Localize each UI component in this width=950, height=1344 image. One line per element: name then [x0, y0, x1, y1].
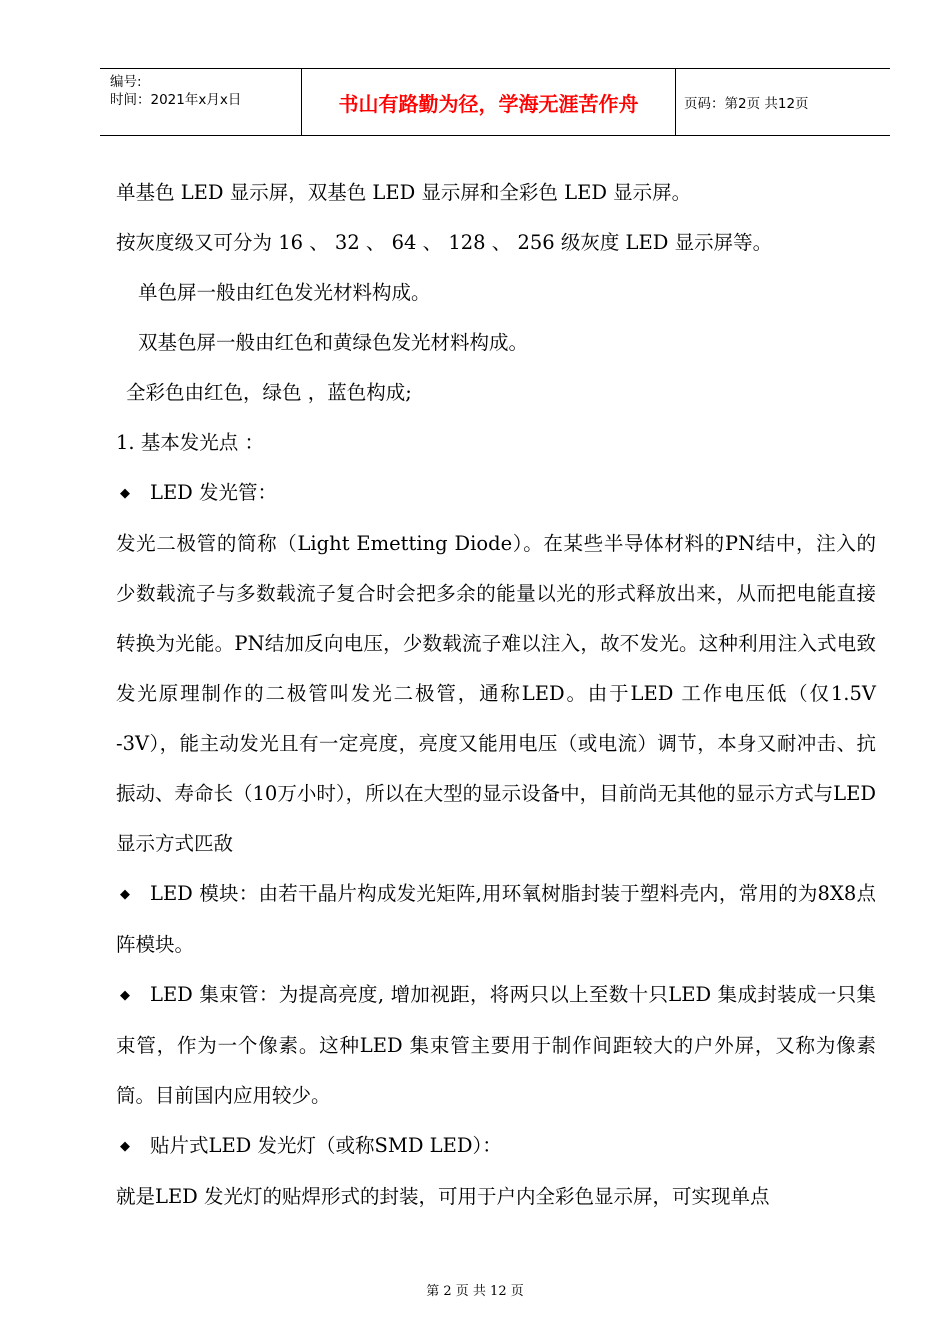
bullet-icon: ◆: [120, 486, 130, 501]
led-module-text: LED 模块：由若干晶片构成发光矩阵,用环氧树脂封装于塑料壳内，常用的为8X8点阵模块。: [116, 882, 876, 956]
header-meta-cell: [100, 69, 302, 135]
led-tube-heading: [116, 468, 876, 519]
bullet-icon: ◆: [120, 887, 130, 902]
header-page-cell: [676, 69, 890, 135]
bullet-icon: ◆: [120, 988, 130, 1003]
page-header: [100, 68, 890, 136]
led-module-paragraph: [116, 869, 876, 970]
paragraph-gray-levels: 按灰度级又可分为 16 、 32 、 64 、 128 、 256 级灰度 LED 显示屏等。: [116, 231, 773, 254]
led-tube-paragraph: 发光二极管的简称（Light Emetting Diode）。在某些半导体材料的PN结中，注入的少数载流子与多数载流子复合时会把多余的能量以光的形式释放出来，从而把电能直接转换为光能。PN结加反向电压，少数载流子难以注入，故不发光。这种利用注入式电致发光原理制作的二极管叫发光二极管，通称LED。由于LED 工作电压低（仅1.5V -3V），能主动发光且有一定亮度，亮度又能用电压（或电流）调节，本身又耐冲击、抗振动、寿命长（10万小时），所以在大型的显示设备中，目前尚无其他的显示方式与LED 显示方式匹敌: [116, 532, 876, 855]
header-page-info: 页码：第2页 共12页: [684, 96, 809, 112]
smd-heading: [116, 1121, 876, 1172]
led-tube-heading-text: LED 发光管：: [150, 481, 278, 504]
footer-page-number: 第 2 页 共 12 页: [426, 1284, 524, 1299]
motto-text: 书山有路勤为径，学海无涯苦作舟: [338, 91, 639, 116]
smd-heading-text: 贴片式LED 发光灯（或称SMD LED）：: [150, 1134, 502, 1157]
section-heading-basic-pixel: 1. 基本发光点 ：: [116, 431, 265, 454]
paragraph-display-types: 单基色 LED 显示屏，双基色 LED 显示屏和全彩色 LED 显示屏。: [116, 181, 692, 204]
bullet-icon: ◆: [120, 1139, 130, 1154]
number-label: 编号:: [110, 74, 142, 90]
paragraph-dual-screen: 双基色屏一般由红色和黄绿色发光材料构成。: [138, 331, 529, 354]
led-cluster-text: LED 集束管：为提高亮度, 增加视距，将两只以上至数十只LED 集成封装成一只集束管，作为一个像素。这种LED 集束管主要用于制作间距较大的户外屏，又称为像素筒。目前国内应用较少。: [116, 983, 876, 1107]
smd-paragraph: 就是LED 发光灯的贴焊形式的封装，可用于户内全彩色显示屏，可实现单点: [116, 1185, 770, 1208]
header-motto-cell: [302, 69, 676, 135]
led-cluster-paragraph: [116, 970, 876, 1121]
document-body: [116, 168, 876, 1222]
paragraph-mono-screen: 单色屏一般由红色发光材料构成。: [138, 281, 431, 304]
paragraph-full-color: 全彩色由红色，绿色 ，蓝色构成;: [126, 381, 412, 404]
time-label: 时间：2021年x月x日: [110, 92, 242, 108]
page-footer: [0, 1280, 950, 1299]
